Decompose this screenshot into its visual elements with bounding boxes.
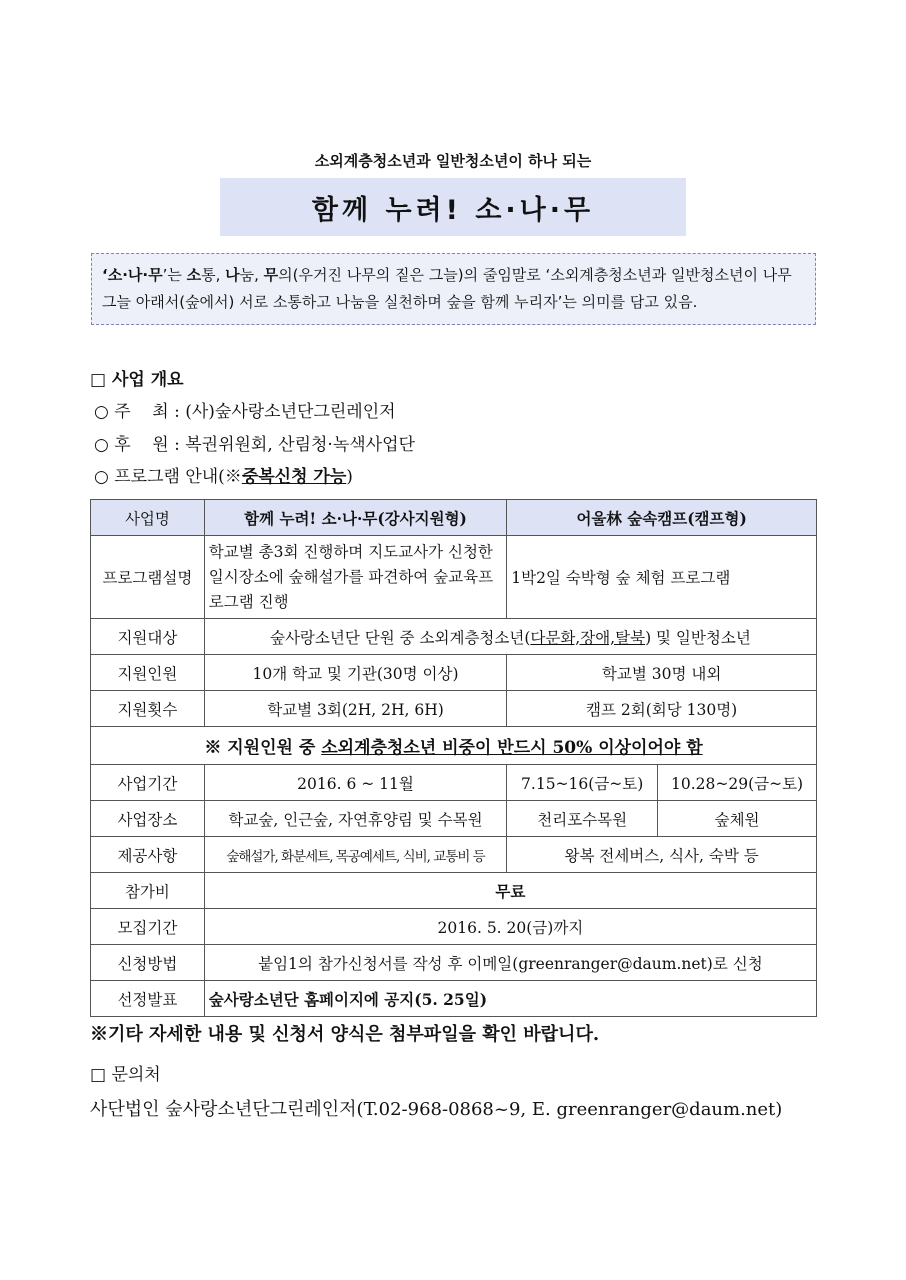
program-table [90, 499, 817, 1017]
intro-word-1: 소 [186, 266, 202, 284]
host-line: ○ 주 최 : (사)숲사랑소년단그린레인저 [94, 402, 396, 422]
cell-label: 모집기간 [91, 909, 205, 945]
notice-pre: ※ 지원인원 중 [204, 738, 322, 758]
cell-place-a: 학교숲, 인근숲, 자연휴양림 및 수목원 [204, 801, 506, 837]
intro-after-name: ’는 [162, 266, 187, 284]
table-row [91, 909, 817, 945]
cell-people-b: 학교별 30명 내외 [507, 655, 817, 691]
program-suffix: ) [346, 467, 353, 487]
cell-apply: 붙임1의 참가신청서를 작성 후 이메일(greenranger@daum.net)로 신청 [204, 945, 816, 981]
cell-count-a: 학교별 3회(2H, 2H, 6H) [204, 691, 506, 727]
cell-label: 선정발표 [91, 981, 205, 1017]
program-prefix: ○ 프로그램 안내(※ [94, 467, 242, 487]
page-title: 함께 누려! 소·나·무 [311, 194, 595, 226]
title-box [220, 178, 686, 236]
table-row [91, 536, 817, 619]
intro-word-2-rest: 눔, [239, 266, 264, 284]
table-row-header [91, 500, 817, 536]
intro-box [91, 253, 816, 325]
cell-program-b-name: 어울林 숲속캠프(캠프형) [507, 500, 817, 536]
target-post: ) 및 일반청소년 [645, 628, 751, 647]
cell-label: 프로그램설명 [91, 536, 205, 619]
table-row [91, 945, 817, 981]
section-heading-overview: □ 사업 개요 [90, 370, 184, 390]
cell-desc-b: 1박2일 숙박형 숲 체험 프로그램 [507, 536, 817, 619]
cell-count-b: 캠프 2회(회당 130명) [507, 691, 817, 727]
target-underline: 다문화,장애,탈북 [530, 628, 646, 647]
table-row [91, 801, 817, 837]
cell-provide-a: 숲해설가, 화분세트, 목공예세트, 식비, 교통비 등 [204, 837, 506, 873]
footer-notice: ※기타 자세한 내용 및 신청서 양식은 첨부파일을 확인 바랍니다. [90, 1024, 600, 1045]
subtitle: 소외계층청소년과 일반청소년이 하나 되는 [314, 152, 592, 170]
contact-line: 사단법인 숲사랑소년단그린레인저(T.02-968-0868~9, E. greenranger@daum.net) [90, 1099, 783, 1120]
section-heading-contact: □ 문의처 [90, 1065, 161, 1085]
cell-period-b1: 7.15~16(금~토) [507, 765, 658, 801]
cell-recruit: 2016. 5. 20(금)까지 [204, 909, 816, 945]
cell-people-a: 10개 학교 및 기관(30명 이상) [204, 655, 506, 691]
cell-label: 지원횟수 [91, 691, 205, 727]
intro-word-3: 무 [263, 266, 279, 284]
cell-period-b2: 10.28~29(금~토) [658, 765, 817, 801]
table-row [91, 765, 817, 801]
intro-name: 소·나·무 [107, 266, 163, 284]
table-row [91, 873, 817, 909]
cell-provide-b: 왕복 전세버스, 식사, 숙박 등 [507, 837, 817, 873]
cell-announce: 숲사랑소년단 홈페이지에 공지(5. 25일) [204, 981, 816, 1017]
cell-period-a: 2016. 6 ~ 11월 [204, 765, 506, 801]
table-row [91, 837, 817, 873]
cell-label: 사업명 [91, 500, 205, 536]
table-row-notice [91, 727, 817, 765]
intro-quote: ‘ [102, 266, 108, 284]
intro-rest: 의(우거진 나무의 짙은 그늘)의 줄임말로 ‘소외계층청소년과 일반청소년이 나무 그늘 아래서(숲에서) 서로 소통하고 나눔을 실천하며 숲을 함께 누리자’는 의미를 담고 있음. [102, 266, 792, 311]
cell-notice [91, 727, 817, 765]
cell-target [204, 619, 816, 655]
cell-label: 사업기간 [91, 765, 205, 801]
table-row [91, 981, 817, 1017]
cell-label: 사업장소 [91, 801, 205, 837]
cell-label: 제공사항 [91, 837, 205, 873]
cell-place-b1: 천리포수목원 [507, 801, 658, 837]
cell-label: 지원인원 [91, 655, 205, 691]
cell-label: 신청방법 [91, 945, 205, 981]
intro-word-2: 나 [225, 266, 240, 284]
sponsor-line: ○ 후 원 : 복권위원회, 산림청·녹색사업단 [94, 435, 415, 455]
intro-word-1-rest: 통, [201, 266, 226, 284]
cell-label: 참가비 [91, 873, 205, 909]
cell-program-a-name: 함께 누려! 소·나·무(강사지원형) [204, 500, 506, 536]
cell-label: 지원대상 [91, 619, 205, 655]
table-row [91, 619, 817, 655]
cell-fee: 무료 [204, 873, 816, 909]
target-pre: 숲사랑소년단 단원 중 소외계층청소년( [269, 628, 531, 647]
table-row [91, 655, 817, 691]
program-emphasis: 중복신청 가능 [241, 467, 347, 487]
cell-place-b2: 숲체원 [658, 801, 817, 837]
program-line [94, 462, 353, 487]
cell-desc-a: 학교별 총3회 진행하며 지도교사가 신청한 일시장소에 숲해설가를 파견하여 숲교육프로그램 진행 [204, 536, 506, 619]
table-row [91, 691, 817, 727]
notice-underline: 소외계층청소년 비중이 반드시 50% 이상이어야 함 [321, 738, 703, 758]
